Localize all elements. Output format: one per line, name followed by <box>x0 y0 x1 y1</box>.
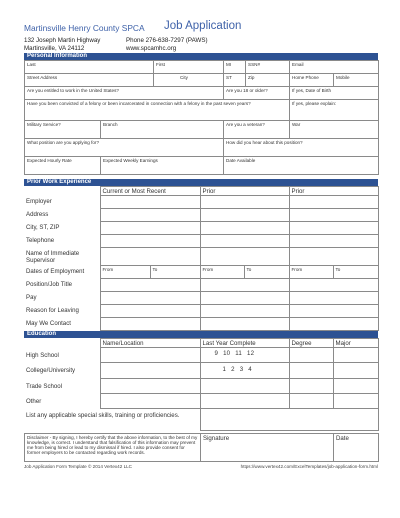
hs-year-9[interactable]: 9 <box>214 350 219 357</box>
supervisor-current[interactable] <box>100 248 200 266</box>
supervisor-prior-2[interactable] <box>289 248 378 266</box>
city-current[interactable] <box>100 222 200 235</box>
city-prior-2[interactable] <box>289 222 378 235</box>
street-field[interactable]: Street Address <box>25 74 154 87</box>
home-phone-field[interactable]: Home Phone <box>290 74 334 87</box>
trade-name-field[interactable] <box>100 379 200 394</box>
date-available-field[interactable]: Date Available <box>224 157 379 175</box>
label-position: Position/Job Title <box>26 280 73 288</box>
college-degree-field[interactable] <box>289 363 333 379</box>
employer-prior-2[interactable] <box>289 196 378 209</box>
mi-field[interactable]: MI <box>224 61 246 74</box>
college-year-4[interactable]: 4 <box>248 366 252 373</box>
footer <box>24 463 378 471</box>
personal-table <box>24 60 379 175</box>
label-telephone: Telephone <box>26 236 55 244</box>
org-name: Martinsville Henry County SPCA <box>24 23 145 33</box>
form-header <box>24 22 378 34</box>
pay-prior-1[interactable] <box>200 292 289 305</box>
reason-prior-1[interactable] <box>200 305 289 318</box>
edu-corner <box>24 339 100 348</box>
military-field[interactable]: Military Service? <box>25 121 101 139</box>
veteran-field[interactable]: Are you a veteran? <box>224 121 290 139</box>
reason-prior-2[interactable] <box>289 305 378 318</box>
label-supervisor: Name of Immediate Supervisor <box>26 249 80 264</box>
footer-copyright: Job Application Form Template © 2014 Vertex42 LLC <box>24 464 132 469</box>
signature-field[interactable]: Signature <box>201 434 334 462</box>
work-table <box>24 186 379 331</box>
label-contact: May We Contact <box>26 319 71 327</box>
trade-year-field[interactable] <box>200 379 289 394</box>
telephone-current[interactable] <box>100 235 200 248</box>
form-title: Job Application <box>164 20 242 32</box>
from-current[interactable]: From <box>100 266 150 279</box>
phone-line: Phone 276-638-7297 (PAWS) <box>126 37 208 44</box>
application-form <box>24 22 378 471</box>
position-field[interactable]: What position are you applying for? <box>25 139 224 157</box>
section-education: Education <box>24 331 378 338</box>
work-corner <box>24 187 100 196</box>
footer-link[interactable]: https://www.vertex42.com/ExcelTemplates/job-application-form.html <box>240 464 378 469</box>
col-major: Major <box>333 339 378 348</box>
employer-prior-1[interactable] <box>200 196 289 209</box>
address-prior-1[interactable] <box>200 209 289 222</box>
heard-field[interactable]: How did you hear about this position? <box>224 139 379 157</box>
college-name-field[interactable] <box>100 363 200 379</box>
col-degree: Degree <box>289 339 333 348</box>
label-other: Other <box>26 397 42 405</box>
mobile-field[interactable]: Mobile <box>334 74 379 87</box>
address-block <box>24 37 100 52</box>
from-prior-1[interactable]: From <box>200 266 244 279</box>
college-year-2[interactable]: 2 <box>231 366 235 373</box>
hs-year-11[interactable]: 11 <box>235 350 243 357</box>
phone-web-block <box>126 37 208 52</box>
other-name-field[interactable] <box>100 394 200 409</box>
felony-field[interactable]: Have you been convicted of a felony or been incarcerated in connection with a felony in the past seven years? <box>25 100 290 121</box>
other-year-field[interactable] <box>200 394 289 409</box>
label-high-school: High School <box>26 351 59 359</box>
employer-current[interactable] <box>100 196 200 209</box>
hourly-rate-field[interactable]: Expected Hourly Rate <box>25 157 101 175</box>
reason-current[interactable] <box>100 305 200 318</box>
contact-block <box>24 37 378 53</box>
other-major-field[interactable] <box>333 394 378 409</box>
hs-degree-field[interactable] <box>289 348 333 363</box>
zip-field[interactable]: Zip <box>246 74 290 87</box>
to-prior-1[interactable]: To <box>244 266 289 279</box>
branch-field[interactable]: Branch <box>101 121 224 139</box>
label-pay: Pay <box>26 293 37 301</box>
email-field[interactable]: Email <box>290 61 379 74</box>
state-field[interactable]: ST <box>224 74 246 87</box>
label-college: College/University <box>26 366 76 374</box>
address-prior-2[interactable] <box>289 209 378 222</box>
telephone-prior-1[interactable] <box>200 235 289 248</box>
college-major-field[interactable] <box>333 363 378 379</box>
date-field[interactable]: Date <box>334 434 379 462</box>
other-degree-field[interactable] <box>289 394 333 409</box>
telephone-prior-2[interactable] <box>289 235 378 248</box>
city-field[interactable]: City <box>154 74 224 87</box>
address-line-2: Martinsville, VA 24112 <box>24 44 85 52</box>
label-employer: Employer <box>26 197 52 205</box>
first-name-field[interactable]: First <box>154 61 224 74</box>
college-year-1[interactable]: 1 <box>222 366 227 373</box>
trade-major-field[interactable] <box>333 379 378 394</box>
pay-prior-2[interactable] <box>289 292 378 305</box>
contact-current[interactable] <box>100 318 200 331</box>
address-current[interactable] <box>100 209 200 222</box>
war-field[interactable]: War <box>290 121 379 139</box>
label-skills: List any applicable special skills, training or proficiencies. <box>26 412 180 419</box>
college-year-3[interactable]: 3 <box>239 366 244 373</box>
col-last-year: Last Year Complete <box>200 339 289 348</box>
hs-year-12[interactable]: 12 <box>247 350 255 357</box>
address-line-1: 132 Joseph Martin Highway <box>24 37 101 44</box>
label-dates: Dates of Employment <box>26 267 85 275</box>
dob-field[interactable]: If yes, Date of Birth <box>290 87 379 100</box>
explain-field[interactable]: If yes, please explain: <box>290 100 379 121</box>
position-prior-1[interactable] <box>200 279 289 292</box>
col-prior-2: Prior <box>289 187 378 196</box>
disclaimer-table <box>24 433 379 462</box>
label-trade-school: Trade School <box>26 382 63 390</box>
city-prior-1[interactable] <box>200 222 289 235</box>
age-field[interactable]: Are you 18 or older? <box>224 87 290 100</box>
last-name-field[interactable]: Last <box>25 61 154 74</box>
col-name-location: Name/Location <box>100 339 200 348</box>
website: www.spcamhc.org <box>126 44 177 52</box>
pay-current[interactable] <box>100 292 200 305</box>
label-city: City, ST, ZIP <box>26 223 60 231</box>
contact-prior-1[interactable] <box>200 318 289 331</box>
college-year-options[interactable] <box>200 363 289 379</box>
to-prior-2[interactable]: To <box>333 266 378 279</box>
to-current[interactable]: To <box>150 266 200 279</box>
from-prior-2[interactable]: From <box>289 266 333 279</box>
col-current: Current or Most Recent <box>100 187 200 196</box>
section-personal: Personal Information <box>24 53 378 60</box>
hs-year-10[interactable]: 10 <box>223 350 231 357</box>
education-table <box>24 338 379 431</box>
col-prior-1: Prior <box>200 187 289 196</box>
work-eligibility-field[interactable]: Are you entitled to work in the United States? <box>25 87 224 100</box>
hs-name-field[interactable] <box>100 348 200 363</box>
ssn-field[interactable]: SSN# <box>246 61 290 74</box>
supervisor-prior-1[interactable] <box>200 248 289 266</box>
disclaimer-text: Disclaimer - By signing, I hereby certify that the above information, to the best of my knowledge, is correct. I understand that falsification of this information may prevent me from being hired or lead to my dismissal if hired. I also provide consent for former employers to be contacted regarding work records. <box>25 434 201 462</box>
weekly-earnings-field[interactable]: Expected Weekly Earnings <box>101 157 224 175</box>
position-prior-2[interactable] <box>289 279 378 292</box>
label-address: Address <box>26 210 49 218</box>
contact-prior-2[interactable] <box>289 318 378 331</box>
position-current[interactable] <box>100 279 200 292</box>
section-work: Prior Work Experience <box>24 179 378 186</box>
hs-year-options[interactable] <box>200 348 289 363</box>
label-reason: Reason for Leaving <box>26 306 79 314</box>
trade-degree-field[interactable] <box>289 379 333 394</box>
skills-field[interactable] <box>200 409 378 431</box>
hs-major-field[interactable] <box>333 348 378 363</box>
